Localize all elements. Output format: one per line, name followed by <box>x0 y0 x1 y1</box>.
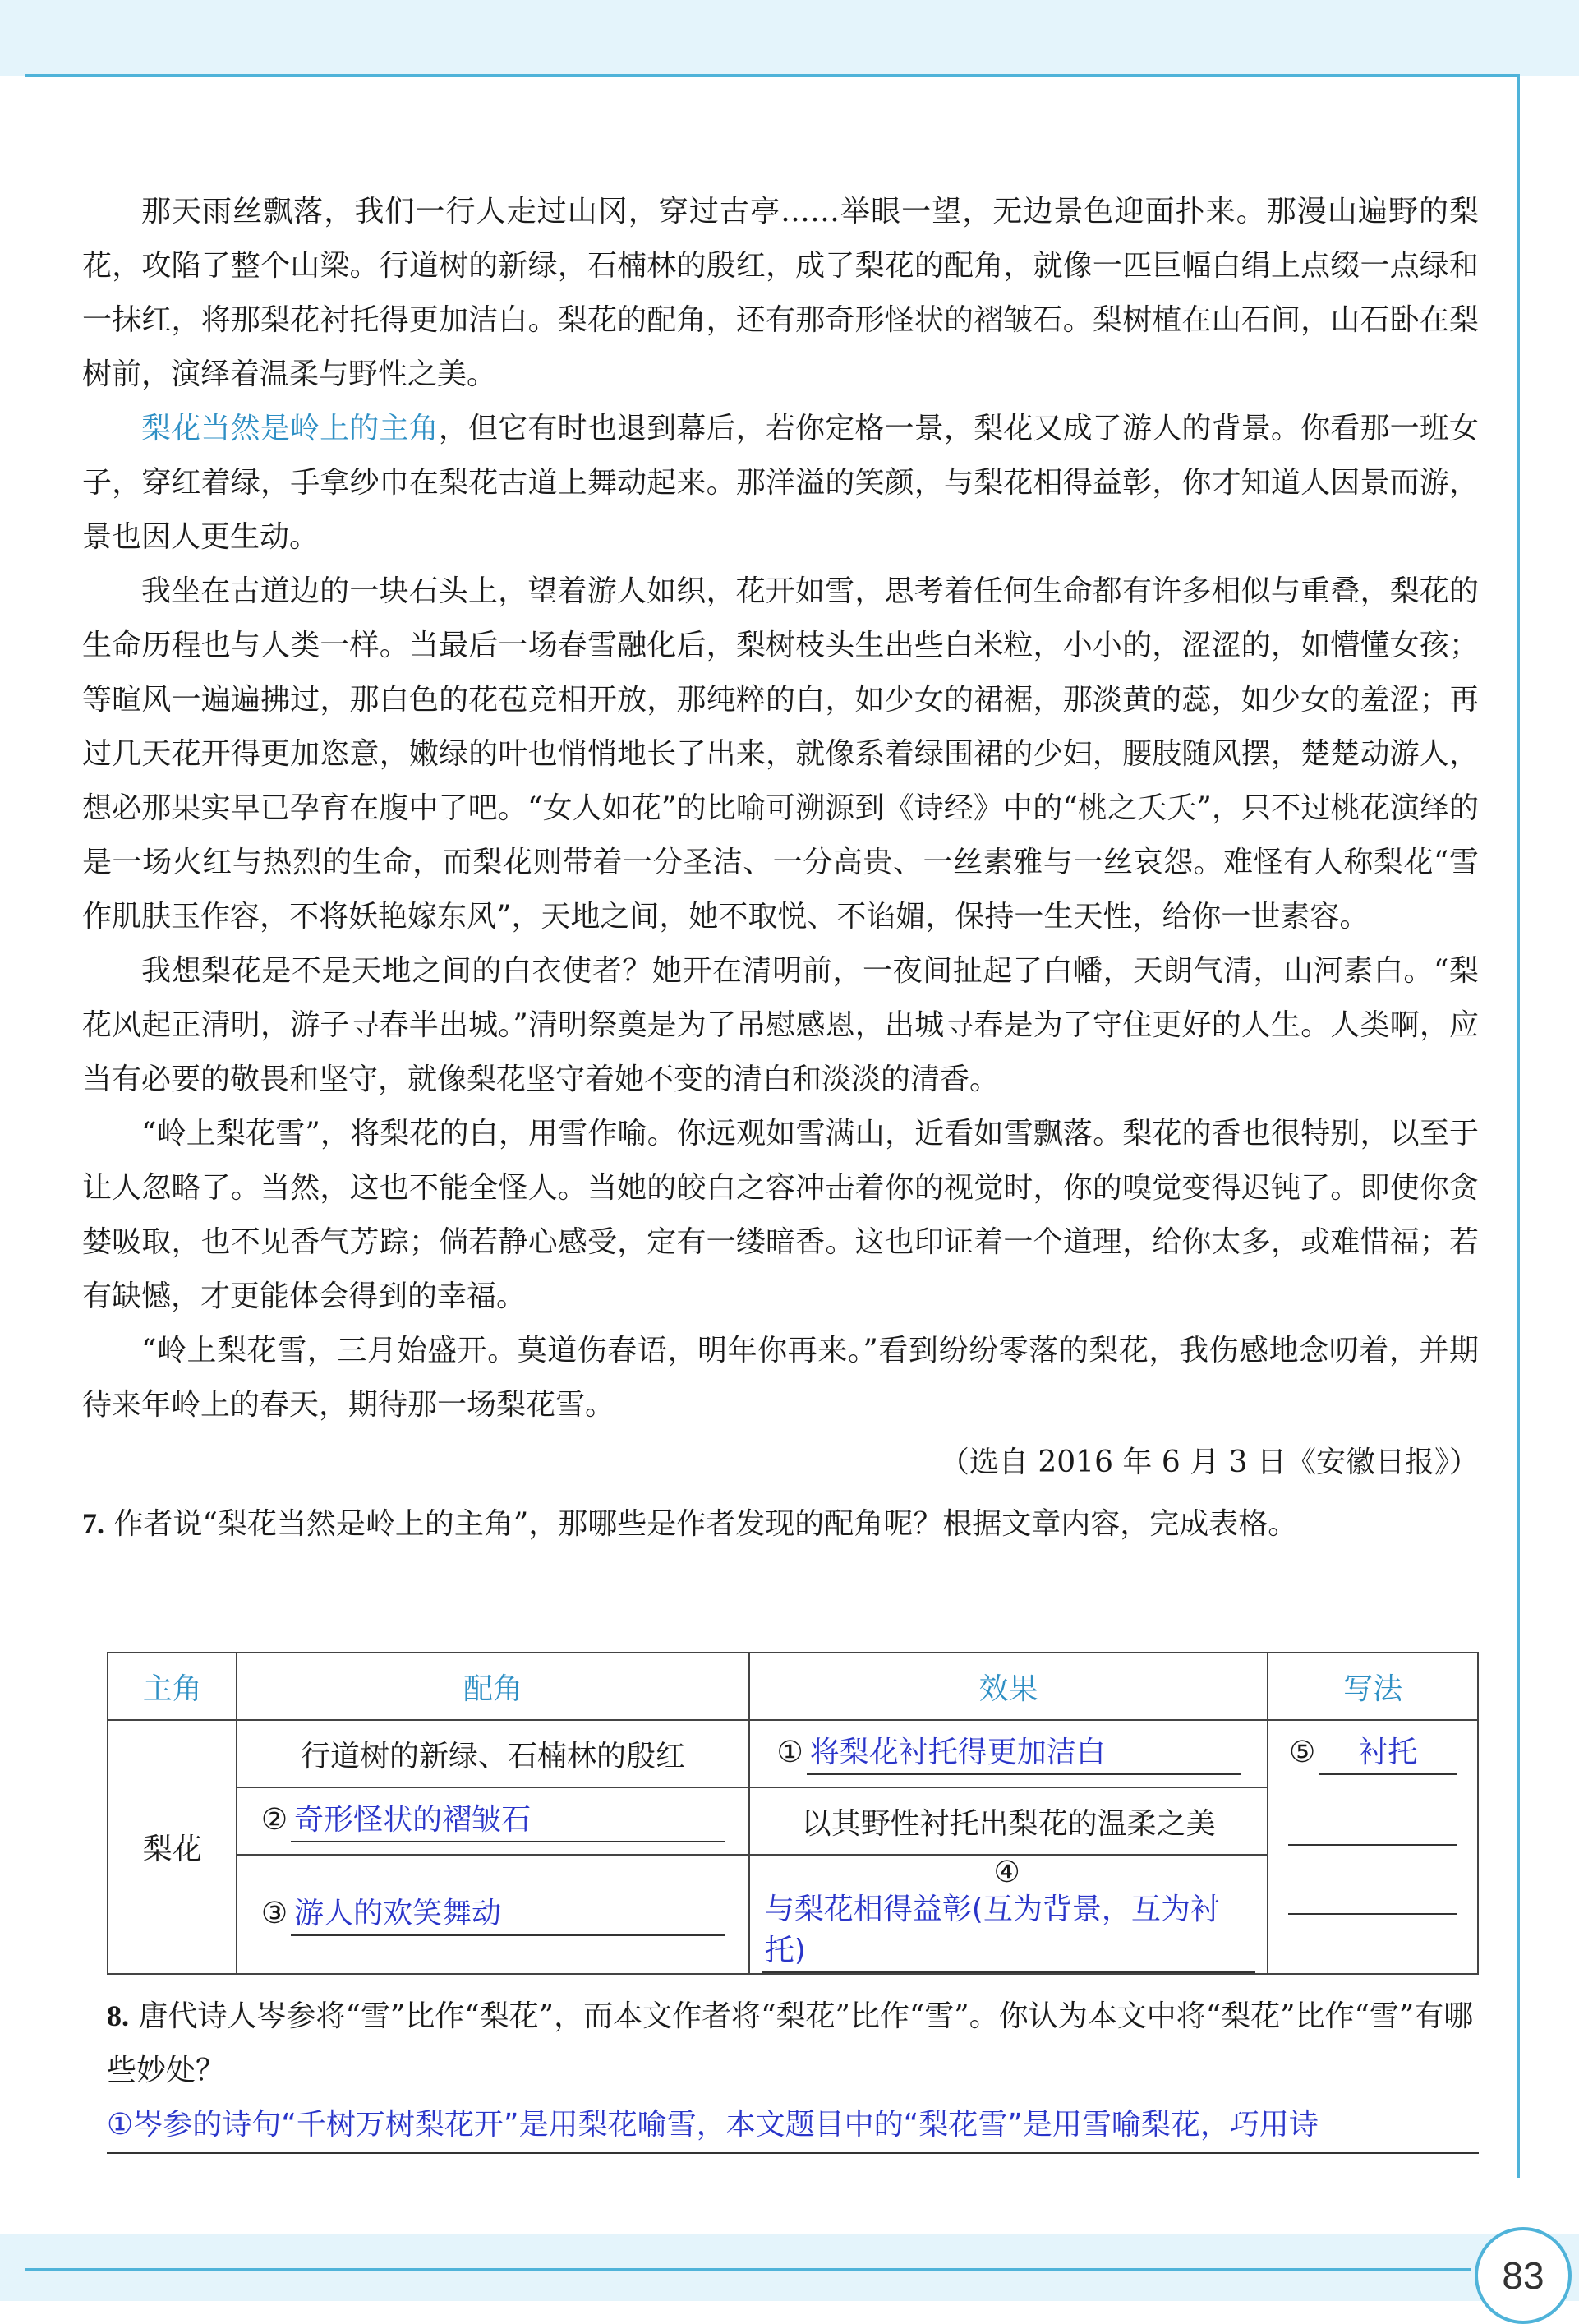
support-cell <box>237 1720 749 1787</box>
circled-number: ② <box>260 1803 288 1837</box>
article-body <box>82 185 1479 1552</box>
method-cell <box>1268 1720 1478 1974</box>
source-citation: （选自 2016 年 6 月 3 日《安徽日报》） <box>939 1446 1479 1479</box>
answer-blank[interactable]: 与梨花相得益彰(互为背景，互为衬托) <box>762 1889 1256 1973</box>
table-row <box>108 1720 1478 1787</box>
effect-cell <box>749 1720 1268 1787</box>
answer-blank[interactable]: 衬托 <box>1319 1732 1457 1775</box>
paragraph: 我想梨花是不是天地之间的白衣使者？她开在清明前，一夜间扯起了白幡，天朗气清，山河素白。“梨花风起正清明，游子寻春半出城。”清明祭奠是为了吊慰感恩，出城寻春是为了守住更好的人生。人类啊，应当有必要的敬畏和坚守，就像梨花坚守着她不变的清白和淡淡的清香。 <box>82 954 1479 1096</box>
paragraph: “岭上梨花雪”，将梨花的白，用雪作喻。你远观如雪满山，近看如雪飘落。梨花的香也很特别，以至于让人忽略了。当然，这也不能全怪人。当她的皎白之容冲击着你的视觉时，你的嗅觉变得迟钝了。即使你贪婪吸取，也不见香气芳踪；倘若静心感受，定有一缕暗香。这也印证着一个道理，给你太多，或难惜福；若有缺憾，才更能体会得到的幸福。 <box>82 1117 1479 1313</box>
question-text: 作者说“梨花当然是岭上的主角”，那哪些是作者发现的配角呢？根据文章内容，完成表格。 <box>113 1507 1298 1541</box>
answer-blank[interactable]: 游人的欢笑舞动 <box>291 1893 725 1936</box>
question-7 <box>82 1496 1479 1552</box>
support-text: 行道树的新绿、石楠林的殷红 <box>300 1739 685 1773</box>
question-8-prompt <box>107 1989 1479 2098</box>
question-number: 7. <box>82 1507 104 1540</box>
support-cell <box>237 1787 749 1855</box>
table-header: 写法 <box>1268 1653 1478 1720</box>
main-role-cell: 梨花 <box>108 1720 237 1974</box>
answer-table <box>107 1652 1479 1975</box>
question-number: 8. <box>107 1999 129 2032</box>
effect-cell <box>749 1787 1268 1855</box>
effect-cell <box>749 1855 1268 1974</box>
right-border-line <box>1517 74 1520 2178</box>
table-header: 效果 <box>749 1653 1268 1720</box>
paragraph: 我坐在古道边的一块石头上，望着游人如织，花开如雪，思考着任何生命都有许多相似与重叠，梨花的生命历程也与人类一样。当最后一场春雪融化后，梨树枝头生出些白米粒，小小的，涩涩的，如懵懂女孩；等暄风一遍遍拂过，那白色的花苞竞相开放，那纯粹的白，如少女的裙裾，那淡黄的蕊，如少女的羞涩；再过几天花开得更加恣意，嫩绿的叶也悄悄地长了出来，就像系着绿围裙的少妇，腰肢随风摆，楚楚动游人，想必那果实早已孕育在腹中了吧。“女人如花”的比喻可溯源到《诗经》中的“桃之夭夭”，只不过桃花演绎的是一场火红与热烈的生命，而梨花则带着一分圣洁、一分高贵、一丝素雅与一丝哀怨。难怪有人称梨花“雪作肌肤玉作容，不将妖艳嫁东风”，天地之间，她不取悦、不谄媚，保持一生天性，给你一世素容。 <box>82 574 1479 934</box>
paragraph-text: ，但它有时也退到幕后，若你定格一景，梨花又成了游人的背景。你看那一班女子，穿红着绿，手拿纱巾在梨花古道上舞动起来。那洋溢的笑颜，与梨花相得益彰，你才知道人因景而游，景也因人更生动。 <box>82 412 1479 554</box>
paragraph <box>82 402 1479 565</box>
answer-line[interactable]: ①岑参的诗句“千树万树梨花开”是用梨花喻雪，本文题目中的“梨花雪”是用雪喻梨花，巧用诗 <box>107 2098 1479 2154</box>
highlighted-sentence: 梨花当然是岭上的主角 <box>141 412 439 445</box>
table-header: 主角 <box>108 1653 237 1720</box>
empty-answer-line[interactable] <box>1288 1813 1457 1846</box>
effect-text: 以其野性衬托出梨花的温柔之美 <box>801 1806 1216 1841</box>
paragraph: 那天雨丝飘落，我们一行人走过山冈，穿过古亭……举眼一望，无边景色迎面扑来。那漫山遍野的梨花，攻陷了整个山梁。行道树的新绿，石楠林的殷红，成了梨花的配角，就像一匹巨幅白绢上点缀一点绿和一抹红，将那梨花衬托得更加洁白。梨花的配角，还有那奇形怪状的褶皱石。梨树植在山石间，山石卧在梨树前，演绎着温柔与野性之美。 <box>82 195 1479 391</box>
circled-number: ④ <box>993 1856 1020 1889</box>
table-header: 配角 <box>237 1653 749 1720</box>
bottom-border-line <box>25 2268 1471 2271</box>
table-header-row <box>108 1653 1478 1720</box>
circled-number: ⑤ <box>1289 1736 1316 1769</box>
question-8 <box>107 1989 1479 2154</box>
answer-blank[interactable]: 将梨花衬托得更加洁白 <box>807 1732 1241 1775</box>
bottom-band <box>0 2234 1579 2301</box>
support-cell <box>237 1855 749 1974</box>
page-number: 83 <box>1475 2227 1572 2324</box>
top-border-line <box>25 74 1520 77</box>
circled-number: ① <box>776 1736 803 1769</box>
empty-answer-line[interactable] <box>1288 1882 1457 1915</box>
top-band <box>0 0 1579 76</box>
paragraph: “岭上梨花雪，三月始盛开。莫道伤春语，明年你再来。”看到纷纷零落的梨花，我伤感地念叨着，并期待来年岭上的春天，期待那一场梨花雪。 <box>82 1334 1479 1422</box>
question-text: 唐代诗人岑参将“雪”比作“梨花”，而本文作者将“梨花”比作“雪”。你认为本文中将“梨花”比作“雪”有哪些妙处？ <box>107 1999 1474 2087</box>
circled-number: ③ <box>260 1896 288 1930</box>
answer-blank[interactable]: 奇形怪状的褶皱石 <box>291 1800 725 1842</box>
